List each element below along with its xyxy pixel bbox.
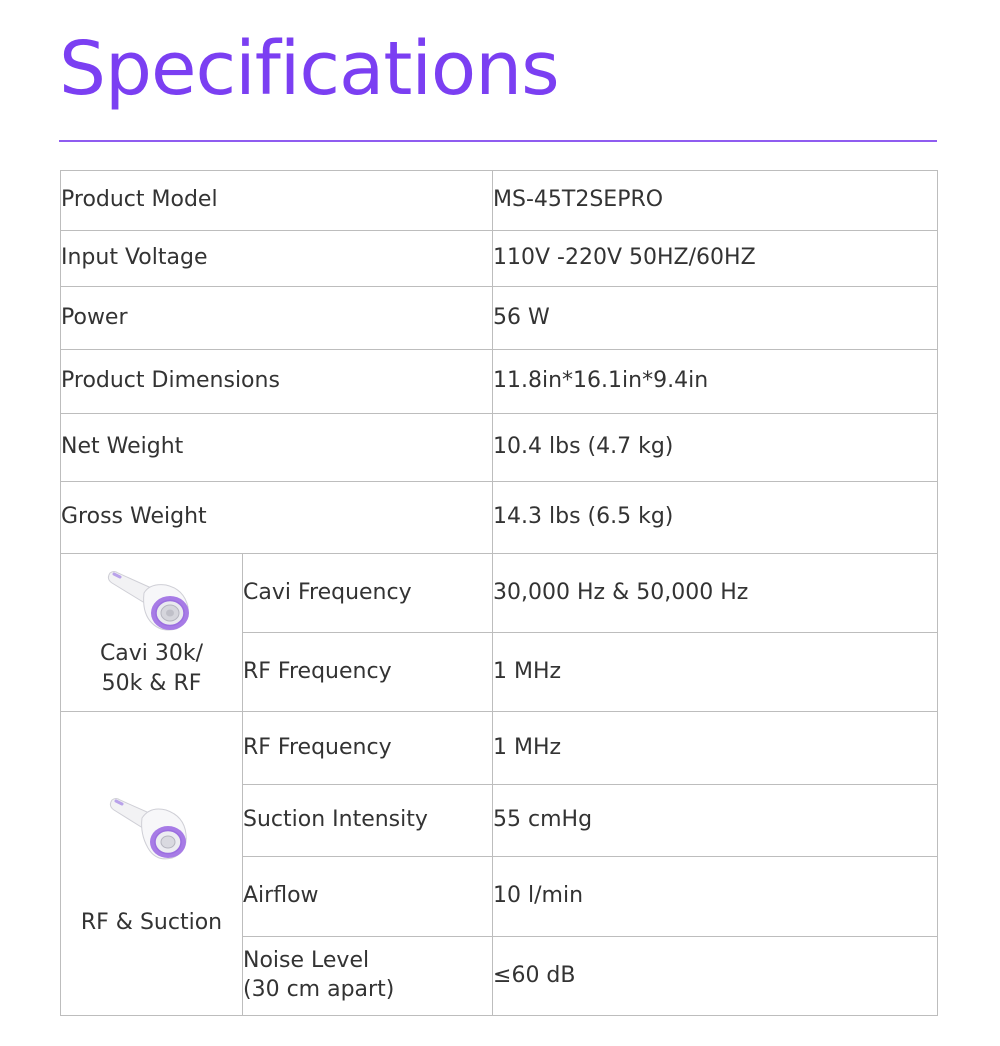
spec-label: Gross Weight	[61, 482, 493, 554]
spec-label: Airflow	[243, 857, 493, 937]
spec-label: Product Dimensions	[61, 350, 493, 414]
table-row	[61, 231, 938, 287]
spec-label-multiline	[243, 937, 493, 1016]
group-label: RF & Suction	[80, 909, 223, 935]
spec-label: Power	[61, 287, 493, 350]
spec-value: ≤60 dB	[493, 937, 938, 1016]
group-label-line: Cavi 30k/	[99, 641, 204, 667]
spec-label: Product Model	[61, 171, 493, 231]
spec-value: 110V -220V 50HZ/60HZ	[493, 231, 938, 287]
spec-value: MS-45T2SEPRO	[493, 171, 938, 231]
spec-value: 56 W	[493, 287, 938, 350]
title-divider	[59, 140, 937, 142]
spec-value: 10.4 lbs (4.7 kg)	[493, 414, 938, 482]
spec-value: 30,000 Hz & 50,000 Hz	[493, 554, 938, 633]
table-row	[61, 287, 938, 350]
spec-value: 11.8in*16.1in*9.4in	[493, 350, 938, 414]
spec-label-line: (30 cm apart)	[243, 977, 395, 1002]
spec-label: Net Weight	[61, 414, 493, 482]
spec-value: 1 MHz	[493, 633, 938, 712]
group-cell-cavi	[61, 554, 243, 712]
spec-value: 1 MHz	[493, 712, 938, 785]
table-row	[61, 350, 938, 414]
group-label-line: 50k & RF	[101, 670, 202, 696]
spec-label: Cavi Frequency	[243, 554, 493, 633]
table-row	[61, 712, 938, 785]
group-cell-rf-suction	[61, 712, 243, 1016]
table-row	[61, 171, 938, 231]
spec-label-line: Noise Level	[243, 948, 370, 974]
table-row	[61, 414, 938, 482]
cavitation-handpiece-icon	[104, 567, 200, 639]
spec-value: 55 cmHg	[493, 785, 938, 857]
spec-value: 10 l/min	[493, 857, 938, 937]
spec-value: 14.3 lbs (6.5 kg)	[493, 482, 938, 554]
specifications-table	[60, 170, 938, 1016]
spec-label: RF Frequency	[243, 633, 493, 712]
rf-suction-handpiece-icon	[104, 790, 200, 868]
table-row	[61, 482, 938, 554]
spec-label: RF Frequency	[243, 712, 493, 785]
table-row	[61, 554, 938, 633]
spec-label: Input Voltage	[61, 231, 493, 287]
page-title: Specifications	[59, 26, 559, 112]
spec-label: Suction Intensity	[243, 785, 493, 857]
